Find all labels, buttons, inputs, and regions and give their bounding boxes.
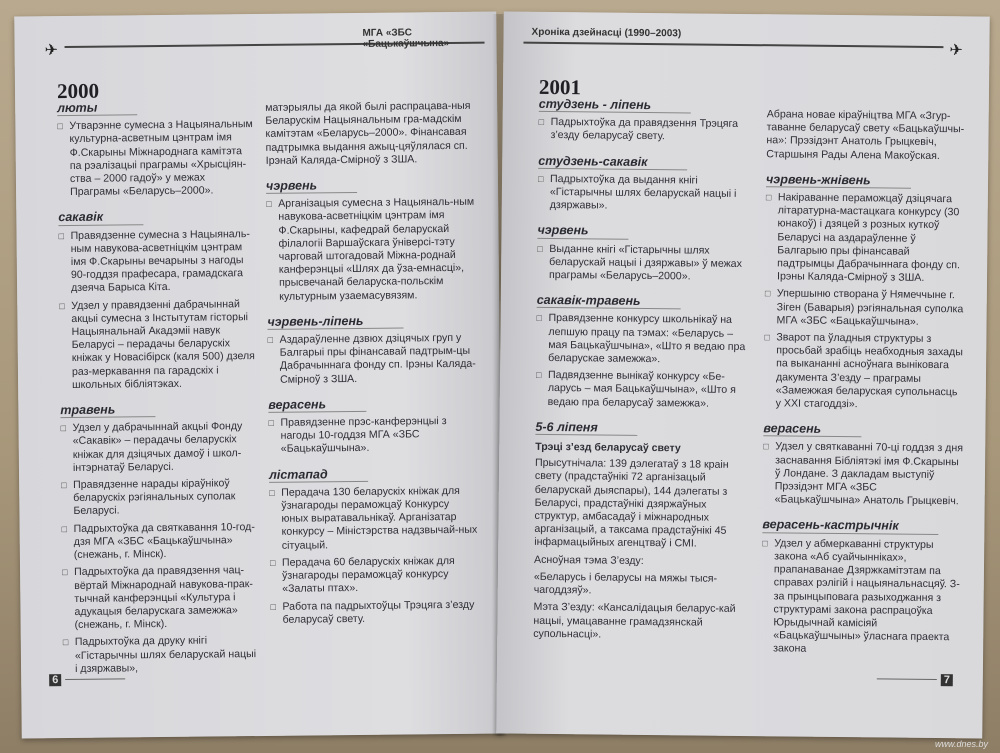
list-item: □ Аздараўленне дзвюх дзіцячых груп у Балгарыі пры фінансавай падтрым-цы Дабрачыннага фонду сп. Ірэны Каляда-Смірноў з ЗША.: [268, 332, 477, 387]
left-header: МГА «ЗБС «Бацькаўшчына»: [362, 27, 450, 50]
list-item: □ Падрыхтоўка да правядзення чац-вёртай Міжнароднай навукова-прак-тычнай канферэнцыі «Культура і адукацыя беларускага замежжа» (снежань, г. Мінск).: [62, 564, 261, 632]
page-number-left: 6: [49, 674, 61, 686]
runner-icon-left: ✈: [44, 42, 59, 60]
photo-watermark: www.dnes.by: [934, 739, 988, 749]
month-heading: верасень-кастрычнік: [762, 519, 938, 535]
list-item: □ Перадача 60 беларускіх кніжак для ўзнагароды пераможцаў конкурсу «Залаты птах».: [270, 555, 478, 597]
month-heading: студзень-сакавік: [538, 154, 687, 170]
month-heading: чэрвень-ліпень: [267, 314, 403, 330]
aim-text: Мэта З’езду: «Кансалідацыя беларус-кай нацыі, умацаванне грамадзянскай супольнасці».: [533, 601, 736, 641]
month-heading: лістапад: [269, 468, 368, 483]
month-heading: люты: [57, 101, 137, 116]
month-heading: сакавік: [58, 211, 143, 226]
list-item: □ Утварэнне сумесна з Нацыянальным культурна-асветным цэнтрам імя Ф.Скарыны Міжнароднага камітэта па рэалізацыі праграмы «Хрысціян-ства – 2000 гадоў» у межах Праграмы «Беларусь–2000».: [57, 118, 256, 199]
congress-text: Прысутнічала: 139 дэлегатаў з 18 краін свету (прадстаўнікі 72 арганізацый беларускай дыяспары), 144 дэлегаты з Беларусі, прадстаўнікі дзяржаўных структур, амбасадаў і міжнародных арганізацый, а таксама прадстаўнікі 45 інфармацыйных агенцтваў і СМІ.: [534, 457, 729, 551]
list-item: □ Выданне кнігі «Гістарычны шлях беларускай нацыі і дзяржавы» ў межах праграмы «Беларусь–2000».: [537, 242, 755, 284]
list-item: □ Падрыхтоўка да друку кнігі «Гістарычны шлях беларускай нацыі і дзяржавы»,: [63, 634, 261, 676]
right-col-1: [533, 76, 757, 647]
list-item: □ Падрыхтоўка да святкавання 10-год-дзя МГА «ЗБС «Бацькаўшчына» (снежань, г. Мінск).: [62, 521, 260, 563]
list-item: □ Правядзенне нарады кіраўнікоў беларускіх рэгіянальных суполак Беларусі.: [61, 477, 259, 519]
month-heading: чэрвень: [266, 179, 357, 194]
month-heading: верасень: [763, 422, 861, 437]
list-item: □ Правядзенне сумесна з Нацыяналь-ным навукова-асветніцкім цэнтрам імя Ф.Скарыны вечарыны з нагоды 90-годдзя прафесара, грамадскага дзеяча Барыса Кіта.: [58, 228, 257, 296]
right-header: Хроніка дзейнасці (1990–2003): [531, 26, 682, 40]
year-2001: 2001: [538, 74, 582, 100]
month-heading: верасень: [268, 398, 366, 413]
list-item: □ Падрыхтоўка да выдання кнігі «Гістарычны шлях беларускай нацыі і дзяржавы».: [538, 173, 756, 215]
month-heading: чэрвень: [537, 224, 628, 239]
list-item: □ Накіраванне пераможцаў дзіцячага літаратурна-мастацкага конкурсу (30 юнакоў) і дзяцей з розных куткоў Беларусі на аздараўленне ў Балгарыю пры фінансавай падтрымцы Дабрачыннага фонду сп. Ірэны Каляда-Смірноў з ЗША.: [765, 191, 966, 286]
list-item: □ Удзел у абмеркаванні структуры закона «Аб суайчынніках», прапанаванае Дзяржкамітэтам па справах рэлігій і нацыянальнасцяў. З-за прынцыповага разыходжання з структурамі закона распрацоўка Юрыдычнай камісіяй «Бацькаўшчыны» ўласнага праекта закона: [761, 537, 962, 658]
list-item: □ Зварот па ўладныя структуры з просьбай зрабіць неабходныя захады па выкананні асноўнага выніковага дакумента З’езду – праграмы «Замежжая беларуская супольнасць у XXI стагоддзі».: [764, 331, 965, 412]
left-col-2: [265, 100, 479, 631]
month-heading: 5-6 ліпеня: [535, 421, 637, 436]
list-item: □ Правядзенне конкурсу школьнікаў на лепшую працу па тэмах: «Беларусь – мая Бацькаўшчына», «Што я ведаю пра беларускае замежжа».: [536, 312, 755, 367]
right-page: [496, 11, 990, 738]
list-item: □ Работа па падрыхтоўцы Трэцяга з’езду беларусаў свету.: [270, 598, 478, 627]
list-item: □ Перадача 130 беларускіх кніжак для ўзнагароды пераможцаў Конкурсу юных выратавальнікаў. Арганізатар конкурсу – Міністэрства надзвычай-ных сітуацый.: [269, 485, 478, 553]
continued-text: матэрыялы да якой былі распрацава-ныя Беларускім Нацыянальным гра-мадскім камітэтам «Беларусь–2000». Фінансавая падтрымка выдання ажыц-цяўлялася сп. Ірэнай Калядa-Смірноў з ЗША.: [265, 99, 471, 167]
month-heading: чэрвень-жнівень: [766, 173, 911, 189]
continued-text: Абрана новае кіраўніцтва МГА «Згур-таванне беларусаў свету «Бацькаўшчы-на»: Прэзідэнт Анатоль Грыцкевіч, Старшыня Рады Алена Макоўская.: [766, 108, 965, 162]
year-2000: 2000: [56, 78, 100, 104]
list-item: □ Упершыню створана ў Нямеччыне г. Зіген (Баварыя) рэгіянальная суполка МГА «ЗБС «Бацькаўшчына».: [765, 288, 965, 330]
list-item: □ Удзел у святкаванні 70-ці годдзя з дня заснавання Бібліятэкі імя Ф.Скарыны ў Лондане. З дакладам выступіў Прэзідэнт МГА «ЗБС «Бацькаўшчына» Анатоль Грыцкевіч.: [763, 441, 964, 509]
right-col-2: [761, 108, 967, 662]
page-number-right: 7: [941, 674, 953, 686]
theme-label: Асноўная тэма З’езду:: [533, 553, 644, 567]
runner-icon-right: ✈: [949, 42, 963, 60]
list-item: □ Удзел у дабрачыннай акцыі Фонду «Сакавік» – перадачы беларускіх кніжак для дзіцячых дамоў і школ-інтэрнатаў Беларусі.: [60, 420, 259, 475]
theme-text: «Беларусь і беларусы на мяжы тыся-чагоддзяў».: [533, 570, 718, 597]
list-item: □ Арганізацыя сумесна з Нацыяналь-ным навукова-асветніцкім цэнтрам імя Ф.Скарыны, кафедрай беларускай філалогіі Варшаўскага ўніверсі-тэту чарговай штогадовай Міжна-роднай канферэнцыі «Шлях да ўза-емнасці», прысвечанай беларуска-польскім культурным узаемасувязям.: [266, 196, 475, 304]
month-heading: студзень - ліпень: [539, 98, 691, 114]
left-page: [14, 11, 504, 738]
left-col-1: [57, 78, 261, 680]
list-item: □ Правядзенне прэс-канферэнцыі з нагоды 10-годдзя МГА «ЗБС «Бацькаўшчына».: [268, 415, 476, 457]
list-item: □ Удзел у правядзенні дабрачыннай акцыі сумесна з Інстытутам гісторыі Нацыянальнай Акадэміі навук Беларусі – перадачы беларускіх кніжак у Новасібірск (каля 500) дзеля раз-меркавання па гарадскіх і школьных бібліятэках.: [59, 298, 258, 392]
month-heading: травень: [60, 403, 155, 418]
list-item: □ Падрыхтоўка да правядзення Трэцяга з’езду беларусаў свету.: [538, 116, 756, 145]
footer-rule-left: [65, 678, 125, 680]
footer-rule-right: [877, 678, 937, 680]
list-item: □ Падвядзенне вынікаў конкурсу «Бе-ларусь – мая Бацькаўшчына», «Што я ведаю пра беларусаў замежжа».: [536, 369, 754, 411]
header-rule-right: [523, 42, 943, 48]
congress-title: Трэці з’езд беларусаў свету: [535, 440, 681, 455]
month-heading: сакавік-травень: [537, 294, 681, 310]
